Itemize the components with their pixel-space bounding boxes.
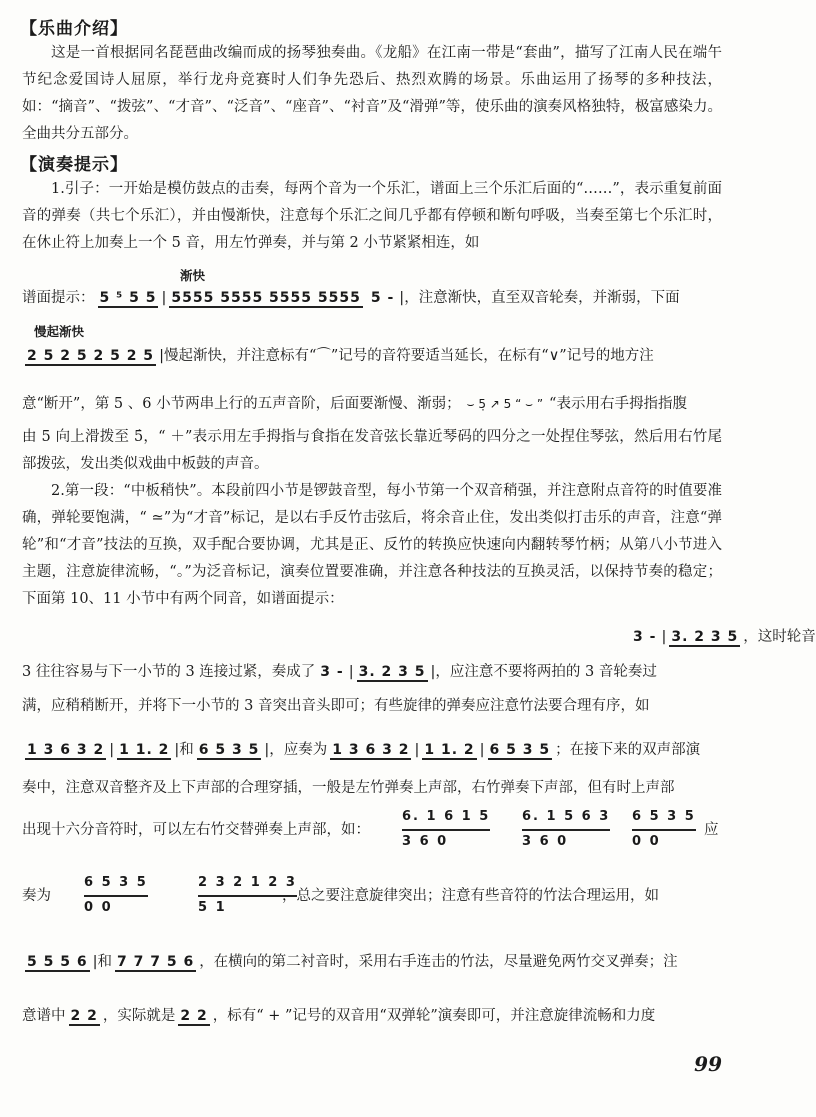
intro-section-paragraph: 1.引子：一开始是模仿鼓点的击奏，每两个音为一个乐汇，谱面上三个乐汇后面的“……”，表示重复前面音的弹奏（共七个乐汇），并由慢渐快，注意每个乐汇之间几乎都有停顿和断句呼吸，当奏至第七个乐汇时，在休止符上加奏上一个 5 音，用左竹弹奏，并与第 2 小节紧紧相连，如 xyxy=(22,181,722,251)
ex-notes-f: 6 5 3 5 xyxy=(489,742,551,758)
chord-3-lower: 0 0 xyxy=(632,834,661,849)
chord-1-upper: 6. 1 6 1 5 xyxy=(402,806,490,831)
text-line-g xyxy=(22,1006,655,1026)
text-c-paragraph: 由 5 向上滑拨至 5̇，“ ＋”表示用左手拇指与食指在发音弦长靠近琴码的四分之一处捏住琴弦，然后用右竹尾部拨弦，发出类似戏曲中板鼓的声音。 xyxy=(22,429,722,472)
ex-he: 和 xyxy=(179,742,194,758)
notation-phrase-a: 5 ⁵ 5 5 xyxy=(99,290,157,306)
text-b: 意“断开”，第 5 、6 小节两串上行的五声音阶，后面要渐慢、渐弱； xyxy=(22,396,461,412)
notation-line-2: 2 5 2 5 2 5 2 5 |慢起渐快，并注意标有“⌒”记号的音符要适当延长，在标有“∨”记号的地方注 xyxy=(27,348,654,364)
chord-example-3 xyxy=(632,806,696,853)
text-b-notes-b: 3. 2 3 5 xyxy=(358,664,426,680)
tempo-mark-manqi: 慢起渐快 xyxy=(34,324,85,339)
page-number: 99 xyxy=(694,1052,722,1076)
tip-line: 3 - | 3. 2 3 5 ，这时轮音 xyxy=(633,629,816,645)
ex-mid: ，应奏为 xyxy=(269,742,328,758)
ex-notes-e: 1 1. 2 xyxy=(424,742,475,758)
text-line-c: 满，应稍稍断开，并将下一小节的 3 音突出音头即可；有些旋律的弹奏应注意竹法要合理有序，如 xyxy=(22,698,650,714)
notation-phrase-d: 2 5 2 5 2 5 2 5 xyxy=(27,348,155,364)
section-heading-intro: 【乐曲介绍】 xyxy=(20,19,128,39)
notation-prefix: 谱面提示： xyxy=(22,290,95,306)
ex2-notes-a: 5 5 5 6 xyxy=(27,954,88,970)
ex-notes-c: 6 5 3 5 xyxy=(198,742,260,758)
tip-suffix: ，这时轮音 xyxy=(743,629,816,645)
chord-2-lower: 3 6 0 xyxy=(522,834,569,849)
chord-4-lower: 0 0 xyxy=(84,900,113,915)
ex2-he: 和 xyxy=(97,954,112,970)
notation-phrase-b: 5555 5555 5555 5555 xyxy=(171,290,361,306)
chord-4-upper: 6 5 3 5 xyxy=(84,872,148,897)
text-b2: “表示用右手拇指指腹 xyxy=(549,396,687,412)
ex-suffix: ；在接下来的双声部演 xyxy=(555,742,701,758)
text-e-suffix: 应 xyxy=(704,822,719,838)
text-g-notes-2: 2 2 xyxy=(180,1008,208,1024)
tip-notes-b: 3. 2 3 5 xyxy=(671,629,739,645)
chord-example-4 xyxy=(84,872,148,919)
chord-3-upper: 6 5 3 5 xyxy=(632,806,696,831)
section2-paragraph: 2.第一段：“中板稍快”。本段前四小节是锣鼓音型，每小节第一个双音稍强，并注意附点音符的时值要准确，弹轮要饱满，“ ≃”为“才音”标记，是以右手反竹击弦后，将余音止住，发出类似打击乐的声音，注意“弹轮”和“才音”技法的互换，双手配合要协调，尤其是正、反竹的转换应快速向内翻转琴竹柄；从第八小节进入主题，注意旋律流畅，“。”为泛音标记，演奏位置要准确，并注意各种技法的互换灵活，以保持节奏的稳定；下面第 10、11 小节中有两个同音，如谱面提示： xyxy=(22,483,722,607)
slide-mark-icon: ⌣ 5̣ ↗ 5 “ ⌣ ” xyxy=(466,397,544,411)
ex2-suffix: ，在横向的第二衬音时，采用右手连击的竹法，尽量避免两竹交叉弹奏；注 xyxy=(199,954,678,970)
notation-phrase-c: 5 - xyxy=(370,290,395,306)
chord-2-upper: 6. 1 5 6 3 xyxy=(522,806,610,831)
ex-notes-d: 1 3 6 3 2 xyxy=(332,742,410,758)
chord-example-1 xyxy=(402,806,490,853)
chord-5-upper: 2 3 2 1 2 3 xyxy=(198,872,297,897)
ex-notes-a: 1 3 6 3 2 xyxy=(27,742,105,758)
text-b-notes-a: 3 - xyxy=(320,664,344,680)
text-f-prefix: 奏为 xyxy=(22,888,51,904)
text-g-notes-1: 2 2 xyxy=(70,1008,98,1024)
example-line-2: 5 5 5 6 |和 7 7 7 5 6 ，在横向的第二衬音时，采用右手连击的竹法，尽量避免两竹交叉弹奏；注 xyxy=(27,954,678,970)
text-g-prefix: 意谱中 xyxy=(22,1008,66,1024)
tempo-mark-jiankuai: 渐快 xyxy=(180,268,206,283)
chord-example-2 xyxy=(522,806,610,853)
text-g-mid: ，实际就是 xyxy=(102,1008,176,1024)
text-line-b xyxy=(22,394,687,414)
text-b-prefix: 3 往往容易与下一小节的 3 连接过紧，奏成了 xyxy=(22,664,316,680)
chord-5-lower: 5 1 xyxy=(198,900,227,915)
text-f-suffix: ，总之要注意旋律突出；注意有些音符的竹法合理运用，如 xyxy=(282,888,659,904)
example-line: 1 3 6 3 2 | 1 1. 2 |和 6 5 3 5 |，应奏为 1 3 6 3 2 | 1 1. 2 | 6 5 3 5 ；在接下来的双声部演 xyxy=(27,742,701,758)
intro-paragraph: 这是一首根据同名琵琶曲改编而成的扬琴独奏曲。《龙船》在江南一带是“套曲”，描写了江南人民在端午节纪念爱国诗人屈原，举行龙舟竞赛时人们争先恐后、热烈欢腾的场景。乐曲运用了扬琴的多种技法，如：“摘音”、“拨弦”、“才音”、“泛音”、“座音”、“衬音”及“滑弹”等，使乐曲的演奏风格独特，极富感染力。全曲共分五部分。 xyxy=(22,45,722,142)
section-heading-tips: 【演奏提示】 xyxy=(20,155,128,175)
text-line-d: 奏中，注意双音整齐及上下声部的合理穿插，一般是左竹弹奏上声部，右竹弹奏下声部，但有时上声部 xyxy=(22,780,675,796)
tip-notes-a: 3 - xyxy=(633,629,657,645)
notation-suffix: ，注意渐快，直至双音轮奏，并渐弱，下面 xyxy=(404,290,680,306)
text-line-b2: 3 往往容易与下一小节的 3 连接过紧，奏成了 3 - | 3. 2 3 5 |，应注意不要将两拍的 3 音轮奏过 xyxy=(22,664,657,680)
chord-1-lower: 3 6 0 xyxy=(402,834,449,849)
text-b-suffix: ，应注意不要将两拍的 3 音轮奏过 xyxy=(435,664,657,680)
ex-notes-b: 1 1. 2 xyxy=(119,742,170,758)
text-g-suffix: ，标有“ + ”记号的双音用“双弹轮”演奏即可，并注意旋律流畅和力度 xyxy=(212,1008,656,1024)
ex2-notes-b: 7 7 7 5 6 xyxy=(116,954,195,970)
notation-line-1: 谱面提示： 5 ⁵ 5 5 | 5555 5555 5555 5555 5 - |，注意渐快，直至双音轮奏，并渐弱，下面 xyxy=(22,290,680,306)
text-line-e: 出现十六分音符时，可以左右竹交替弹奏上声部，如： xyxy=(22,822,370,838)
notation-line-2-text: 慢起渐快，并注意标有“⌒”记号的音符要适当延长，在标有“∨”记号的地方注 xyxy=(163,348,654,364)
